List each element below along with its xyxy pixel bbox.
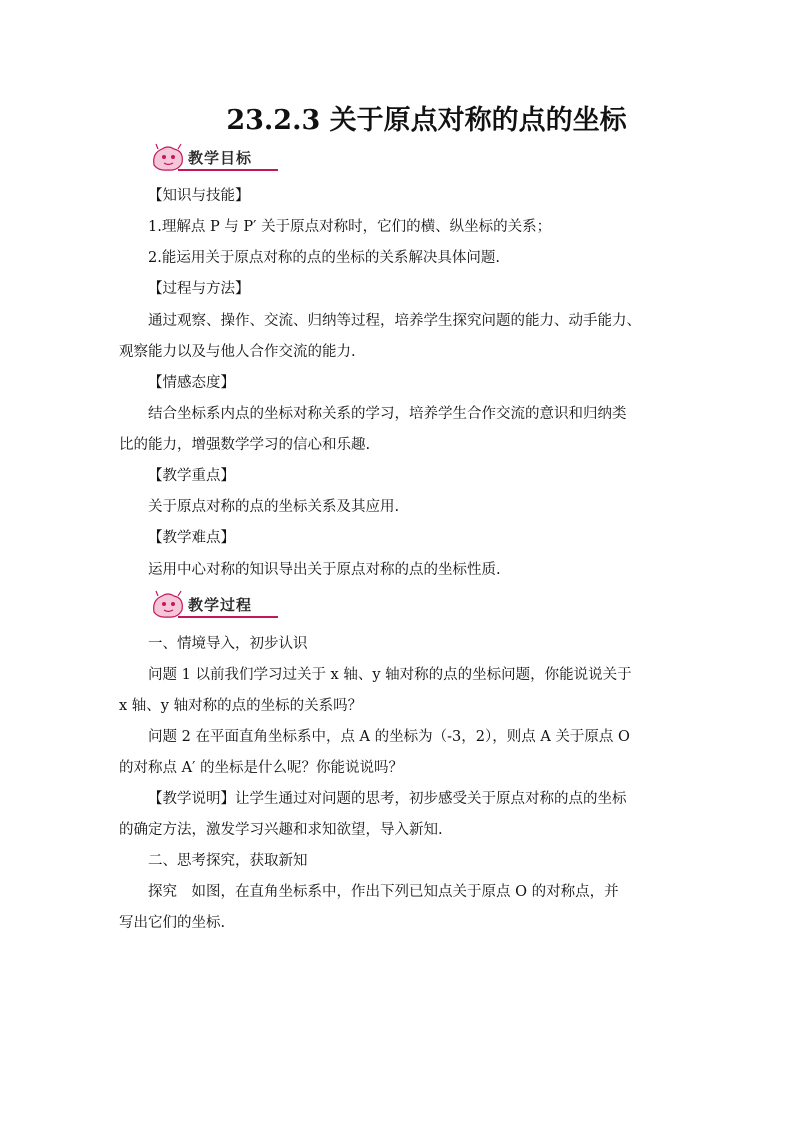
text-line: 【知识与技能】 bbox=[148, 188, 250, 204]
page-title: 23.2.3 关于原点对称的点的坐标 bbox=[226, 105, 627, 136]
section-underline bbox=[178, 616, 278, 618]
text-line: 结合坐标系内点的坐标对称关系的学习，培养学生合作交流的意识和归纳类 bbox=[148, 406, 627, 422]
text-line: 问题 2 在平面直角坐标系中，点 A 的坐标为（-3，2），则点 A 关于原点 O bbox=[148, 729, 630, 745]
text-line: 的确定方法，激发学习兴趣和求知欲望，导入新知. bbox=[119, 822, 443, 838]
section-label: 教学目标 bbox=[188, 149, 253, 167]
section-header-objectives bbox=[148, 143, 278, 177]
text-line: 通过观察、操作、交流、归纳等过程，培养学生探究问题的能力、动手能力、 bbox=[148, 313, 641, 329]
text-line: 【教学说明】让学生通过对问题的思考，初步感受关于原点对称的点的坐标 bbox=[148, 791, 627, 807]
text-line: 1.理解点 P 与 P′ 关于原点对称时，它们的横、纵坐标的关系； bbox=[148, 219, 552, 235]
text-line: 问题 1 以前我们学习过关于 x 轴、y 轴对称的点的坐标问题，你能说说关于 bbox=[148, 667, 632, 683]
text-line: 一、情境导入，初步认识 bbox=[148, 636, 308, 652]
text-line: 比的能力，增强数学学习的信心和乐趣. bbox=[119, 437, 371, 453]
text-line: 【教学难点】 bbox=[148, 530, 235, 546]
section-label: 教学过程 bbox=[188, 596, 253, 614]
text-line: 运用中心对称的知识导出关于原点对称的点的坐标性质. bbox=[148, 562, 501, 578]
text-line: 观察能力以及与他人合作交流的能力. bbox=[119, 344, 356, 360]
text-line: 写出它们的坐标. bbox=[119, 915, 226, 931]
text-line: 【情感态度】 bbox=[148, 375, 235, 391]
text-line: 2.能运用关于原点对称的点的坐标的关系解决具体问题. bbox=[148, 250, 500, 266]
section-underline bbox=[178, 169, 278, 171]
text-line: 关于原点对称的点的坐标关系及其应用. bbox=[148, 499, 400, 515]
text-line: 二、思考探究，获取新知 bbox=[148, 853, 308, 869]
text-line: 探究 如图，在直角坐标系中，作出下列已知点关于原点 O 的对称点，并 bbox=[148, 884, 619, 900]
text-line: 【过程与方法】 bbox=[148, 281, 250, 297]
section-header-process bbox=[148, 590, 278, 624]
text-line: 的对称点 A′ 的坐标是什么呢？你能说说吗？ bbox=[119, 760, 403, 776]
text-line: 【教学重点】 bbox=[148, 468, 235, 484]
text-line: x 轴、y 轴对称的点的坐标的关系吗？ bbox=[119, 698, 363, 714]
